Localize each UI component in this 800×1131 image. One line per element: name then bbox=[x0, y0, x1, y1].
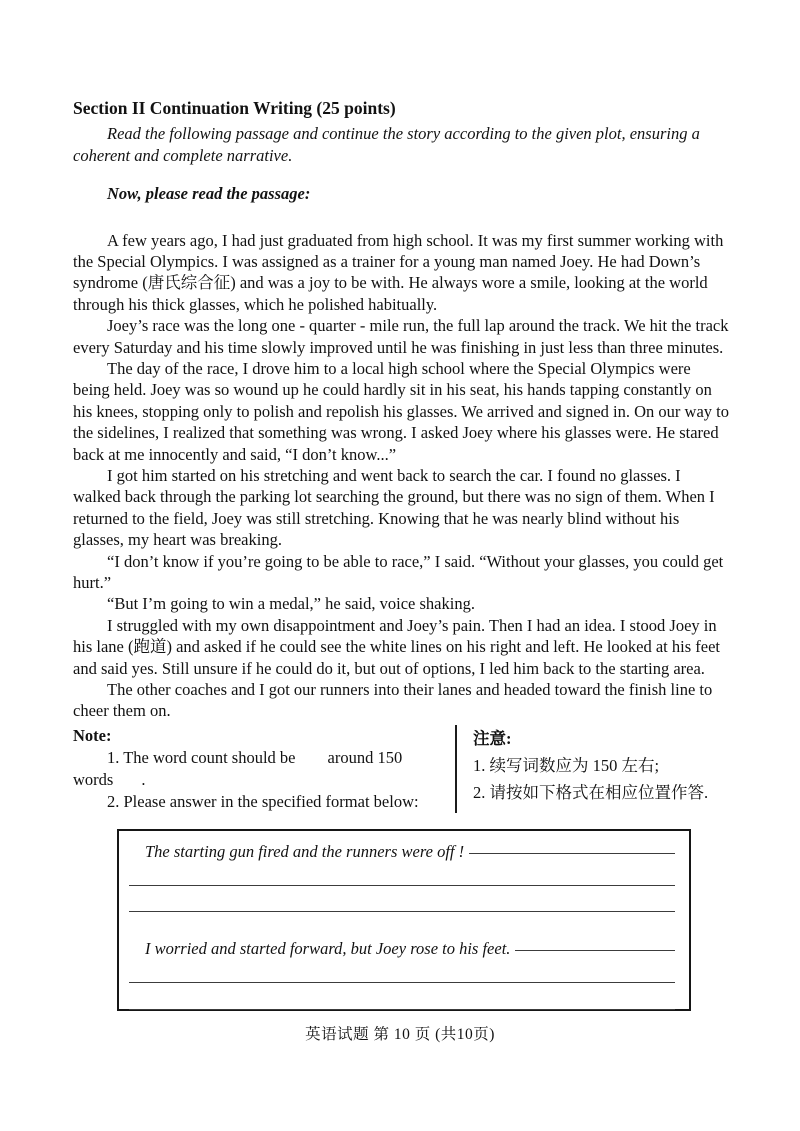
answer-write-line bbox=[129, 886, 675, 912]
passage-paragraph: A few years ago, I had just graduated from high school. It was my first summer working with the Special Olympics. I was assigned as a trainer for a young man named Joey. He had Down’s syndrome (唐氏综合征) and was a joy to be with. He always wore a smile, looking at the world through his thick glasses, which he polished habitually. bbox=[73, 230, 724, 314]
passage-paragraph: Joey’s race was the long one - quarter - mile run, the full lap around the track. We hit the track every Saturday and his time slowly improved until he was finishing in just less than three minutes. bbox=[73, 316, 729, 357]
note-item-2-zh: 2. 请按如下格式在相应位置作答. bbox=[473, 782, 709, 802]
page-content bbox=[73, 97, 729, 1011]
note-item-1-period: . bbox=[141, 769, 146, 789]
answer-box bbox=[117, 829, 691, 1011]
answer-write-line bbox=[515, 950, 675, 951]
answer-prompt-row-2 bbox=[129, 938, 675, 960]
passage-paragraph: I got him started on his stretching and went back to search the car. I found no glasses. I walked back through the parking lot searching the ground, but there was no sign of them. When I returned to the field, Joey was still stretching. Knowing that he was nearly blind without his glasses, my heart was breaking. bbox=[73, 465, 715, 550]
passage-paragraph: “But I’m going to win a medal,” he said, voice shaking. bbox=[107, 594, 475, 614]
passage bbox=[73, 230, 729, 722]
passage-paragraph: The other coaches and I got our runners into their lanes and headed toward the finish line to cheer them on. bbox=[73, 680, 713, 721]
continuation-prompt-1: The starting gun fired and the runners were off ! bbox=[145, 841, 465, 861]
answer-prompt-row-1 bbox=[129, 841, 675, 863]
note-title-en: Note: bbox=[73, 725, 112, 745]
passage-paragraph: “I don’t know if you’re going to be able to race,” I said. “Without your glasses, you could get hurt.” bbox=[73, 551, 724, 592]
note-item-1-wrap bbox=[73, 769, 455, 791]
read-passage-prompt: Now, please read the passage: bbox=[107, 184, 311, 203]
page-footer: 英语试题 第 10 页 (共10页) bbox=[305, 1026, 495, 1043]
section-instructions: Read the following passage and continue the story according to the given plot, ensuring a coherent and complete narrative. bbox=[73, 124, 700, 165]
note-chinese-column bbox=[455, 725, 729, 813]
answer-write-line bbox=[129, 983, 675, 1010]
note-item-1-text3: words bbox=[73, 769, 114, 789]
note-item-1-text2: around 150 bbox=[327, 747, 403, 767]
continuation-prompt-2: I worried and started forward, but Joey rose to his feet. bbox=[145, 938, 511, 958]
answer-write-line bbox=[129, 863, 675, 886]
note-section bbox=[73, 725, 729, 813]
note-item-2-en: 2. Please answer in the specified format below: bbox=[107, 791, 419, 811]
passage-paragraph: The day of the race, I drove him to a local high school where the Special Olympics were being held. Joey was so wound up he could hardly sit in his seat, his hands tapping constantly on his knees, stopping only to polish and repolish his glasses. We arrived and signed in. On our way to the sidelines, I realized that something was wrong. I asked Joey where his glasses were. He stared back at me innocently and said, “I don’t know...” bbox=[73, 358, 729, 464]
note-item-1-zh: 1. 续写词数应为 150 左右; bbox=[473, 755, 660, 775]
note-item-1-text: 1. The word count should be bbox=[107, 747, 296, 767]
answer-write-line bbox=[469, 853, 675, 854]
note-english-column bbox=[73, 725, 455, 813]
note-title-zh: 注意: bbox=[473, 728, 512, 748]
section-title: Section II Continuation Writing (25 points) bbox=[73, 98, 396, 118]
passage-paragraph: I struggled with my own disappointment and Joey’s pain. Then I had an idea. I stood Joey in his lane (跑道) and asked if he could see the white lines on his right and left. He looked at his feet and said yes. Still unsure if he could do it, but out of options, I led him back to the starting area. bbox=[73, 615, 720, 678]
note-item-1-en bbox=[73, 747, 455, 769]
answer-write-line bbox=[129, 960, 675, 983]
